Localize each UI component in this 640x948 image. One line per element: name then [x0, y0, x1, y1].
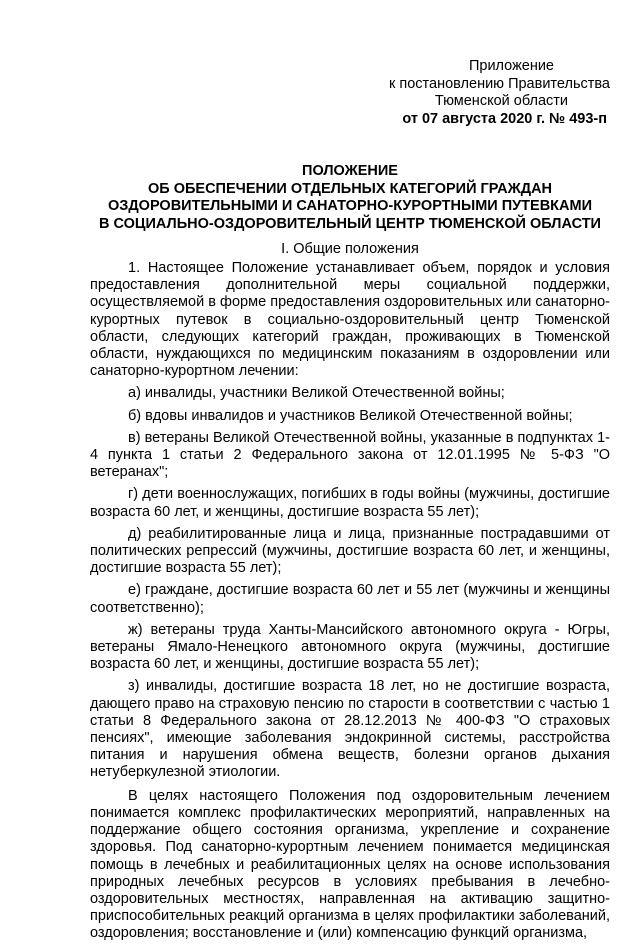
title-line-4: В СОЦИАЛЬНО-ОЗДОРОВИТЕЛЬНЫЙ ЦЕНТР ТЮМЕНСКОЙ ОБЛАСТИ	[99, 215, 601, 232]
header-line-4: от 07 августа 2020 г. № 493-п	[402, 110, 607, 127]
header-line-1: Приложение	[468, 58, 554, 74]
attachment-header	[0, 58, 610, 128]
paragraph-2: В целях настоящего Положения под оздоровительным лечением понимается комплекс профилактических мероприятий, направленных на поддержание общего состояния организма, укрепление и сохранение здоровья. Под санаторно-курортным лечением понимается медицинская помощь в лечебных и реабилитационных целях на основе использования природных лечебных ресурсов в условиях пребывания в лечебно-оздоровительных местностях, направленная на активацию защитно-приспособительных реакций организма в целях профилактики заболеваний, оздоровления; восстановление и (или) компенсацию функций организма,	[90, 787, 610, 942]
list-item-e: е) граждане, достигшие возраста 60 лет и 55 лет (мужчины и женщины соответственно);	[90, 582, 610, 616]
title-line-1: ПОЛОЖЕНИЕ	[302, 163, 398, 179]
header-line-3: Тюменской области	[434, 93, 568, 109]
list-item-z: з) инвалиды, достигшие возраста 18 лет, но не достигшие возраста, дающего право на страховую пенсию по старости в соответствии с частью 1 статьи 8 Федерального закона от 28.12.2013 № 400-ФЗ "О страховых пенсиях", имеющие заболевания эндокринной системы, расстройства питания и нарушения обмена веществ, болезни органов дыхания нетуберкулезной этиологии.	[90, 678, 610, 781]
list-item-a: а) инвалиды, участники Великой Отечественной войны;	[128, 385, 505, 402]
document-body	[90, 260, 610, 948]
list-item-b: б) вдовы инвалидов и участников Великой Отечественной войны;	[128, 407, 573, 424]
section-heading: I. Общие положения	[281, 241, 419, 257]
document-title	[90, 163, 610, 233]
title-line-3: ОЗДОРОВИТЕЛЬНЫМИ И САНАТОРНО-КУРОРТНЫМИ ПУТЕВКАМИ	[107, 198, 592, 214]
list-item-d: д) реабилитированные лица и лица, признанные пострадавшими от политических репрессий (мужчины, достигшие возраста 60 лет, и женщины, достигшие возраста 55 лет);	[90, 525, 610, 577]
paragraph-1: 1. Настоящее Положение устанавливает объем, порядок и условия предоставления дополнительной меры социальной поддержки, осуществляемой в форме предоставления оздоровительных или санаторно-курортных путевок в социально-оздоровительный центр Тюменской области, следующих категорий граждан, проживающих в Тюменской области, нуждающихся по медицинским показаниям в оздоровлении или санаторно-курортном лечении:	[90, 260, 610, 380]
header-line-2: к постановлению Правительства	[389, 75, 610, 92]
title-line-2: ОБ ОБЕСПЕЧЕНИИ ОТДЕЛЬНЫХ КАТЕГОРИЙ ГРАЖДАН	[147, 180, 553, 197]
list-item-zh: ж) ветераны труда Ханты-Мансийского автономного округа - Югры, ветераны Ямало-Ненецкого автономного округа (мужчины, достигшие возраста 60 лет, и женщины, достигшие возраста 55 лет);	[90, 621, 610, 673]
list-item-v: в) ветераны Великой Отечественной войны, указанные в подпунктах 1-4 пункта 1 статьи 2 Федерального закона от 12.01.1995 № 5-ФЗ "О ветеранах";	[90, 429, 610, 481]
list-item-g: г) дети военнослужащих, погибших в годы войны (мужчины, достигшие возраста 60 лет, и женщины, достигшие возраста 55 лет);	[90, 486, 610, 520]
